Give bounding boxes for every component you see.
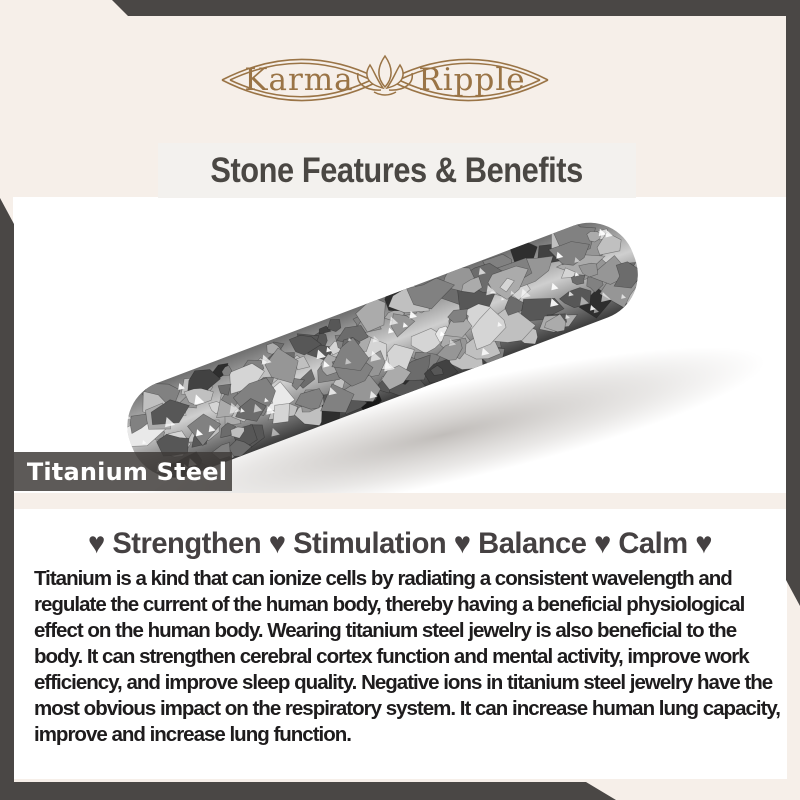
section-title-band (158, 143, 636, 198)
frame-bottom-band (0, 782, 616, 800)
stone-label-badge (0, 452, 232, 491)
section-title: Stone Features & Benefits (210, 150, 584, 190)
content-panel (13, 509, 787, 779)
brand-word-right: Ripple (418, 62, 526, 98)
brand-logo (210, 38, 560, 122)
brand-word-left: Karma (244, 62, 354, 98)
stone-label: Titanium Steel (26, 457, 228, 486)
stone-photo-panel (13, 197, 787, 493)
frame-left-band (0, 198, 14, 800)
benefits-heading: ♥ Strengthen ♥ Stimulation ♥ Balance ♥ Calm ♥ (87, 527, 713, 560)
titanium-stone-photo (13, 197, 787, 493)
frame-right-band (786, 0, 800, 606)
frame-top-band (0, 0, 800, 16)
lotus-icon (358, 56, 413, 95)
description-text: Titanium is a kind that can ionize cells by radiating a consistent wavelength and regulate the current of the human body, thereby having a beneficial physiological effect on the human body. Wearing titanium steel jewelry is also beneficial to the body. It can strengthen cerebral cortex function and mental activity, improve work efficiency, and improve sleep quality. Negative ions in titanium steel jewelry have the most obvious impact on the respiratory system. It can increase human lung capacity, improve and increase lung function. (34, 567, 780, 746)
